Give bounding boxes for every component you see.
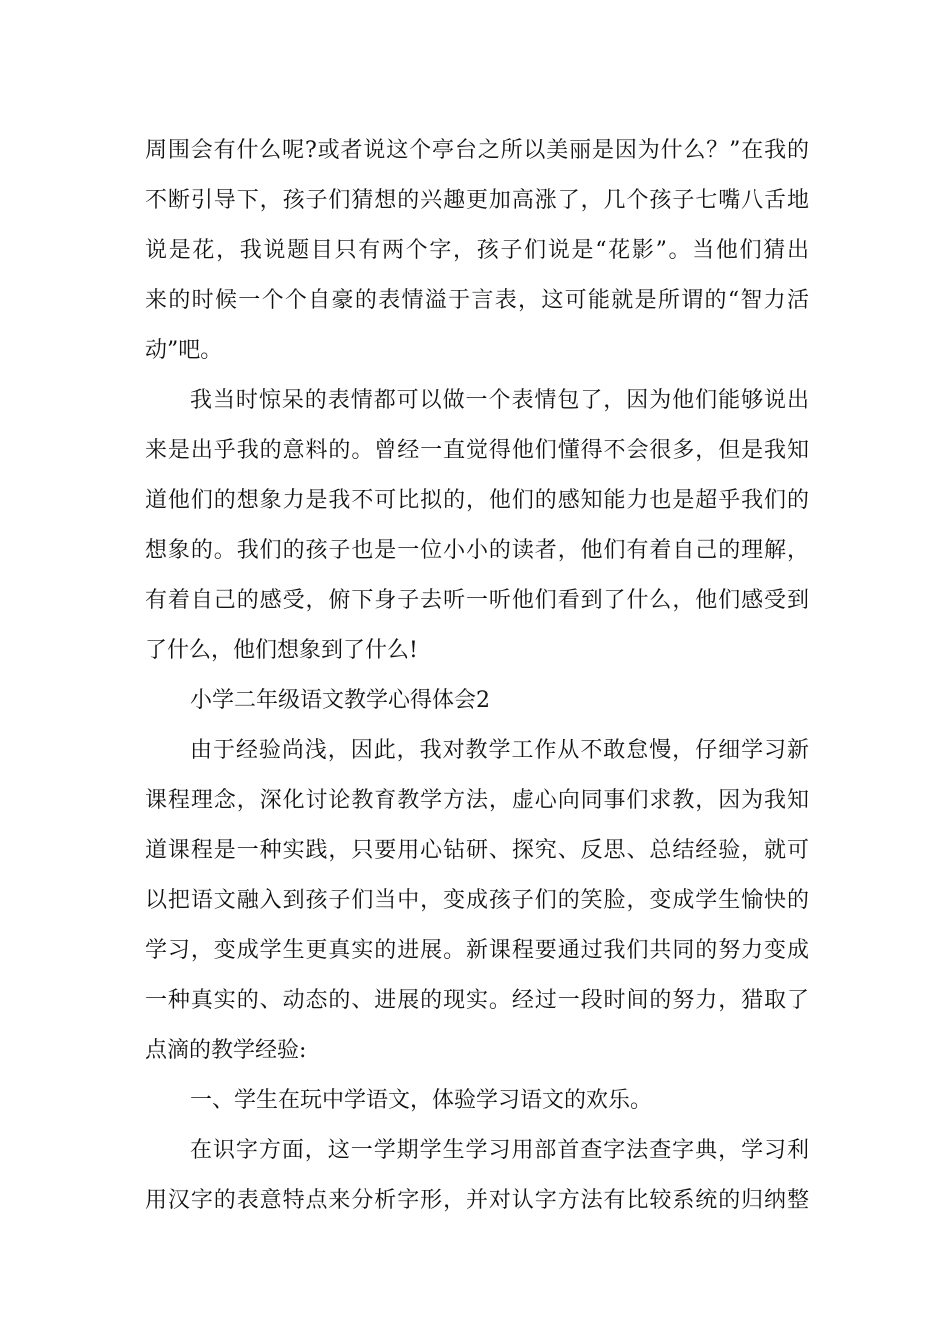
subsection-heading: 一、学生在玩中学语文，体验学习语文的欢乐。 — [190, 1088, 653, 1113]
paragraph-line: 点滴的教学经验: — [145, 1038, 307, 1063]
paragraph-line: 用汉字的表意特点来分析字形，并对认字方法有比较系统的归纳整 — [145, 1188, 809, 1213]
paragraph-line: 有着自己的感受，俯下身子去听一听他们看到了什么，他们感受到 — [145, 588, 809, 613]
section-heading: 小学二年级语文教学心得体会2 — [190, 688, 490, 713]
paragraph-line: 动”吧。 — [145, 338, 223, 363]
paragraph-line: 我当时惊呆的表情都可以做一个表情包了，因为他们能够说出 — [190, 388, 809, 413]
paragraph-line: 想象的。我们的孩子也是一位小小的读者，他们有着自己的理解， — [145, 538, 809, 563]
paragraph-line: 由于经验尚浅，因此，我对教学工作从不敢怠慢，仔细学习新 — [190, 738, 809, 763]
paragraph-line: 一种真实的、动态的、进展的现实。经过一段时间的努力，猎取了 — [145, 988, 809, 1013]
paragraph-line: 来的时候一个个自豪的表情溢于言表，这可能就是所谓的“智力活 — [145, 288, 809, 313]
paragraph-line: 在识字方面，这一学期学生学习用部首查字法查字典，学习利 — [190, 1138, 809, 1163]
paragraph-line: 了什么，他们想象到了什么! — [145, 638, 418, 663]
paragraph-line: 道他们的想象力是我不可比拟的，他们的感知能力也是超乎我们的 — [145, 488, 809, 513]
paragraph-line: 道课程是一种实践，只要用心钻研、探究、反思、总结经验，就可 — [145, 838, 809, 863]
paragraph-line: 不断引导下，孩子们猜想的兴趣更加高涨了，几个孩子七嘴八舌地 — [145, 188, 809, 213]
paragraph-line: 学习，变成学生更真实的进展。新课程要通过我们共同的努力变成 — [145, 938, 809, 963]
paragraph-line: 说是花，我说题目只有两个字，孩子们说是“花影”。当他们猜出 — [145, 238, 809, 263]
paragraph-line: 周围会有什么呢?或者说这个亭台之所以美丽是因为什么？”在我的 — [145, 138, 809, 163]
paragraph-line: 来是出乎我的意料的。曾经一直觉得他们懂得不会很多，但是我知 — [145, 438, 809, 463]
paragraph-line: 课程理念，深化讨论教育教学方法，虚心向同事们求教，因为我知 — [145, 788, 809, 813]
paragraph-line: 以把语文融入到孩子们当中，变成孩子们的笑脸，变成学生愉快的 — [145, 888, 809, 913]
